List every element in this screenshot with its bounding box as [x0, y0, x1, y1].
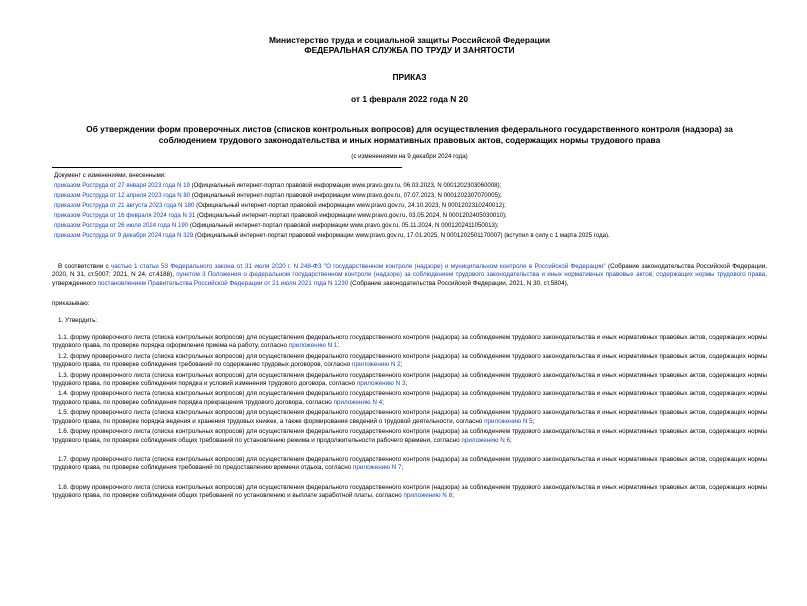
divider [52, 167, 402, 168]
amendment-link[interactable]: приказом Роструда от 27 января 2023 года N 19 [54, 182, 190, 189]
change-history [54, 171, 767, 241]
list-item: 1.6. форму проверочного листа (списка контрольных вопросов) для осуществления федерального государственного контроля (надзора) за соблюдением трудового законодательства и иных нормативных правовых актов, содержащих нормы трудового права, по проверке соблюдения общих требований по установлению режима и продолжительности рабочего времени, согласно приложению N 6; [52, 428, 767, 444]
appendix-link[interactable]: приложению N 2 [352, 361, 401, 369]
amendment-link[interactable]: приказом Роструда от 26 июля 2024 года N 190 [54, 222, 189, 229]
document-date-number: от 1 февраля 2022 года N 20 [351, 94, 468, 104]
change-history-row: приказом Роструда от 26 июля 2024 года N 190 (Официальный интернет-портал правовой информации www.pravo.gov.ru, 05.11.2024, N 0001202411050013); [54, 222, 499, 229]
document-type: ПРИКАЗ [392, 72, 427, 82]
list-item: 1.4. форму проверочного листа (списка контрольных вопросов) для осуществления федерального государственного контроля (надзора) за соблюдением трудового законодательства и иных нормативных правовых актов, содержащих нормы трудового права, по проверке соблюдения порядка прекращения трудового договора, согласно приложению N 4; [52, 390, 767, 406]
list-item: 1.1. форму проверочного листа (списка контрольных вопросов) для осуществления федерального государственного контроля (надзора) за соблюдением трудового законодательства и иных нормативных правовых актов, содержащих нормы трудового права, по проверке порядка оформления приема на работу, согласно приложению N 1; [52, 334, 767, 350]
document-title: Об утверждении форм проверочных листов (списков контрольных вопросов) для осуществления федерального государственного контроля (надзора) за соблюдением трудового законодательства и иных нормативных правовых актов, содержащих нормы трудового права [86, 124, 733, 145]
appendix-link[interactable]: приложению N 4 [333, 398, 383, 406]
list-item: 1.3. форму проверочного листа (списка контрольных вопросов) для осуществления федерального государственного контроля (надзора) за соблюдением трудового законодательства и иных нормативных правовых актов, содержащих нормы трудового права, по проверке соблюдения порядка и условий изменения трудового договора, согласно приложению N 3; [52, 371, 767, 388]
change-history-row: приказом Роструда от 21 августа 2023 года N 180 (Официальный интернет-портал правовой информации www.pravo.gov.ru, 24.10.2023, N 0001202310240012); [54, 202, 506, 209]
preamble-paragraph: В соответствии с частью 1 статьи 53 Федерального закона от 31 июля 2020 г. N 248-ФЗ "О государственном контроле (надзоре) и муниципальном контроле в Российской Федерации" (Собрание законодательства Российской Федерации, 2020, N 31, ст.5007; 2021, N 24, ст.4188), пунктом 3 Положения о федеральном государственном контроле (надзоре) за соблюдением трудового законодательства и иных нормативных правовых актов, содержащих нормы трудового права, утвержденного постановлением Правительства Российской Федерации от 21 июля 2021 года N 1230 (Собрание законодательства Российской Федерации, 2021, N 30, ст.5804), [52, 263, 767, 287]
document-page [0, 35, 807, 606]
change-history-row: приказом Роструда от 27 января 2023 года N 19 (Официальный интернет-портал правовой информации www.pravo.gov.ru, 06.03.2023, N 0001202303060008); [54, 182, 502, 189]
amendment-link[interactable]: приказом Роструда от 21 августа 2023 года N 180 [54, 202, 195, 209]
appendix-link[interactable]: приложению N 5 [484, 417, 533, 425]
approve-statement: 1. Утвердить: [58, 316, 98, 324]
ministry-name: Министерство труда и социальной защиты Российской Федерации [268, 35, 551, 45]
changes-note: (с изменениями на 9 декабря 2024 года) [351, 153, 468, 160]
appendix-link[interactable]: приложению N 7 [352, 464, 402, 472]
list-item: 1.7. форму проверочного листа (списка контрольных вопросов) для осуществления федерального государственного контроля (надзора) за соблюдением трудового законодательства и иных нормативных правовых актов, содержащих нормы трудового права, по проверке соблюдения требований по предоставлению времени отдыха, согласно приложению N 7; [52, 455, 767, 472]
amendment-link[interactable]: приказом Роструда от 12 апреля 2023 года N 80 [54, 192, 191, 199]
appendix-link[interactable]: приложению N 6 [461, 436, 511, 444]
amendment-link[interactable]: приказом Роструда от 16 февраля 2024 года N 31 [54, 212, 196, 219]
change-history-intro: Документ с изменениями, внесенными: [54, 172, 166, 179]
list-item: 1.5. форму проверочного листа (списка контрольных вопросов) для осуществления федерального государственного контроля (надзора) за соблюдением трудового законодательства и иных нормативных правовых актов, содержащих нормы трудового права, по проверке порядка ведения и хранения трудовых книжек, а также формирования сведений о трудовой деятельности, согласно приложению N 5; [52, 409, 767, 425]
resolution-link[interactable]: постановлением Правительства Российской Федерации от 21 июля 2021 года N 1230 [97, 279, 349, 287]
regulation-link[interactable]: пунктом 3 Положения о федеральном государственном контроле (надзоре) за соблюдением трудового законодательства и иных нормативных правовых актов, содержащих нормы трудового права [176, 271, 766, 279]
appendix-link[interactable]: приложению N 8 [403, 492, 453, 500]
list-item: 1.8. форму проверочного листа (списка контрольных вопросов) для осуществления федерального государственного контроля (надзора) за соблюдением трудового законодательства и иных нормативных правовых актов, содержащих нормы трудового права, по проверке соблюдения общих требований по установлению и выплате заработной платы, согласно приложению N 8; [52, 483, 767, 500]
list-item: 1.2. форму проверочного листа (списка контрольных вопросов) для осуществления федерального государственного контроля (надзора) за соблюдением трудового законодательства и иных нормативных правовых актов, содержащих нормы трудового права, по проверке соблюдения требований по содержанию трудовых договоров, согласно приложению N 2; [52, 352, 767, 369]
appendix-link[interactable]: приложению N 3 [356, 380, 406, 388]
amendment-link[interactable]: приказом Роструда от 9 декабря 2024 года N 329 [54, 232, 194, 239]
change-history-row: приказом Роструда от 12 апреля 2023 года N 80 (Официальный интернет-портал правовой информации www.pravo.gov.ru, 07.07.2023, N 0001202307070005); [54, 192, 502, 199]
law-link[interactable]: частью 1 статьи 53 Федерального закона от 31 июля 2020 г. N 248-ФЗ "О государственном контроле (надзоре) и муниципальном контроле в Российской Федерации" [110, 263, 606, 270]
order-statement: приказываю: [52, 300, 90, 308]
change-history-row: приказом Роструда от 16 февраля 2024 года N 31 (Официальный интернет-портал правовой информации www.pravo.gov.ru, 03.05.2024, N 0001202405030010); [54, 212, 507, 219]
change-history-row: приказом Роструда от 9 декабря 2024 года N 329 (Официальный интернет-портал правовой информации www.pravo.gov.ru, 17.01.2025, N 0001202501170007) (вступил в силу с 1 марта 2025 года). [54, 232, 610, 239]
appendix-link[interactable]: приложению N 1 [288, 342, 338, 350]
service-name: ФЕДЕРАЛЬНАЯ СЛУЖБА ПО ТРУДУ И ЗАНЯТОСТИ [304, 45, 515, 55]
